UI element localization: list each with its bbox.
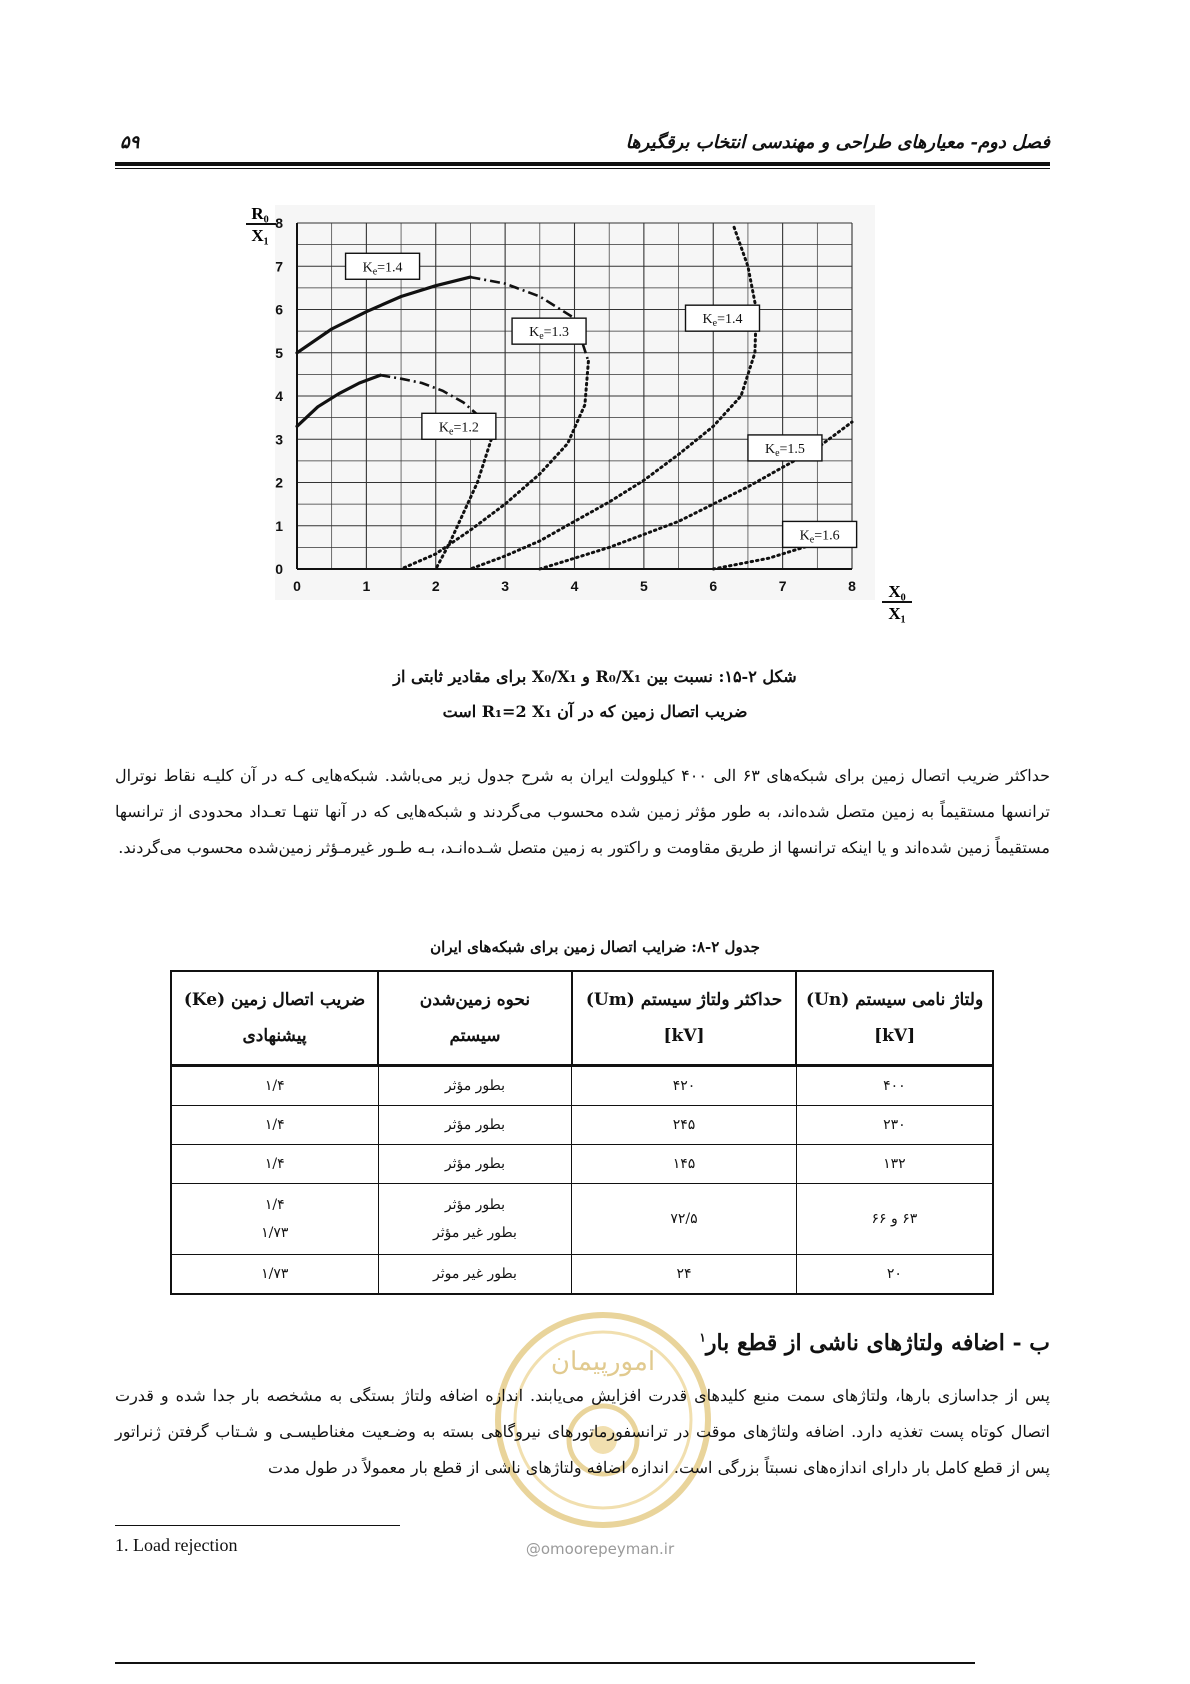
footnote: 1. Load rejection	[115, 1535, 238, 1555]
x-tick-label: 4	[570, 578, 579, 594]
x-axis-label-den: X₁	[888, 604, 906, 623]
table-row	[171, 1066, 993, 1106]
page-number: ۵۹	[120, 132, 140, 153]
section-heading: ب - اضافه ولتاژهای ناشی از قطع بار$^۱$	[699, 1330, 1050, 1356]
figure-caption-line1: شکل ۲-۱۵: نسبت بین R₀/X₁ و X₀/X₁ برای مقادیر ثابتی از	[393, 667, 797, 686]
running-title: فصل دوم- معیارهای طراحی و مهندسی انتخاب برقگیرها	[625, 132, 1050, 153]
page-header	[115, 128, 1050, 162]
cell-nominal-voltage: ۶۳ و ۶۶	[796, 1184, 993, 1255]
x-axis-label-num: X₀	[888, 582, 906, 601]
annotation-box	[512, 318, 586, 344]
cell-grounding-method: بطور مؤثر بطور غیر مؤثر	[378, 1184, 572, 1255]
cell-nominal-voltage: ۱۳۲	[796, 1145, 993, 1184]
cell-grounding-factor: ۱/۷۳	[171, 1255, 378, 1295]
annotation-label: $K_e=1.4$	[702, 312, 743, 330]
x-axis-label	[882, 582, 912, 623]
header-max-voltage: حداکثر ولتاژ سیستم (Um) [kV]	[572, 971, 796, 1066]
watermark-logo-text: امورپیمان	[550, 1347, 656, 1377]
cell-grounding-factor: ۱/۴	[171, 1145, 378, 1184]
annotation-label: $K_e=1.4$	[362, 260, 403, 278]
cell-nominal-voltage: ۴۰۰	[796, 1066, 993, 1106]
cell-grounding-method: بطور مؤثر	[378, 1066, 572, 1106]
grounding-factor-table	[170, 970, 994, 1295]
figure-chart	[240, 205, 960, 675]
header-nominal-voltage: ولتاژ نامی سیستم (Un) [kV]	[796, 971, 993, 1066]
x-tick-label: 6	[709, 578, 718, 594]
cell-nominal-voltage: ۲۳۰	[796, 1106, 993, 1145]
table-row	[171, 1255, 993, 1295]
cell-grounding-factor: ۱/۴	[171, 1106, 378, 1145]
annotation-box	[346, 253, 420, 279]
bottom-rule	[115, 1662, 975, 1664]
x-tick-label: 2	[431, 578, 440, 594]
annotation-label: $K_e=1.2$	[438, 420, 479, 438]
paragraph-2: پس از جداسازی بارها، ولتاژهای سمت منبع کلیدهای قدرت افزایش می‌یابند. اندازه اضافه ولتاژ بستگی به مشخصه بار جدا شده و قدرت اتصال کوتاه پست تغذیه دارد. اضافه ولتاژهای موقت در ترانسفورماتورهای نیروگاهی بسته به وضـعیت مغناطیسـی و شـتاب گرفتن ژنراتور پس از قطع کامل بار دارای اندازه‌های نسبتاً بزرگی است. اندازه اضافه ولتاژهای ناشی از قطع بار معمولاً در طول مدت	[115, 1386, 1051, 1477]
cell-max-voltage: ۷۲/۵	[572, 1184, 796, 1255]
cell-grounding-method: بطور غیر موثر	[378, 1255, 572, 1295]
y-tick-label: 4	[275, 388, 283, 404]
y-tick-label: 5	[275, 344, 283, 361]
annotation-label: $K_e=1.3$	[529, 325, 570, 343]
cell-grounding-method: بطور مؤثر	[378, 1145, 572, 1184]
watermark-url: @omoorepeyman.ir	[525, 1540, 675, 1558]
y-tick-label: 0	[275, 561, 283, 577]
cell-grounding-method: بطور مؤثر	[378, 1106, 572, 1145]
x-tick-label: 3	[501, 578, 510, 594]
x-tick-label: 5	[639, 578, 648, 594]
figure-caption-line2: ضریب اتصال زمین که در آن R₁=2 X₁ است	[442, 702, 748, 721]
table-title: جدول ۲-۸: ضرایب اتصال زمین برای شبکه‌های ایران	[430, 938, 760, 956]
y-tick-label: 7	[275, 258, 283, 275]
y-axis-label-num: R₀	[251, 205, 269, 223]
x-tick-label: 8	[848, 578, 856, 594]
y-tick-label: 1	[275, 517, 283, 534]
footnote-marker: ۱	[699, 1330, 706, 1345]
cell-nominal-voltage: ۲۰	[796, 1255, 993, 1295]
x-tick-label: 7	[778, 578, 787, 594]
y-tick-label: 8	[275, 215, 283, 231]
y-axis-label-den: X₁	[251, 226, 269, 245]
table-row	[171, 1106, 993, 1145]
header-rule-thin	[115, 168, 1050, 169]
annotation-box	[783, 521, 857, 547]
table-row	[171, 1145, 993, 1184]
cell-max-voltage: ۲۴۵	[572, 1106, 796, 1145]
cell-grounding-factor: ۱/۴	[171, 1066, 378, 1106]
paragraph-1: حداکثر ضریب اتصال زمین برای شبکه‌های ۶۳ الی ۴۰۰ کیلوولت ایران به شرح جدول زیر می‌باشد. شبکه‌هایی کـه در آن کلیـه نقاط نوترال ترانسها مستقیماً به زمین متصل شده‌اند، به طور مؤثر زمین شده محسوب می‌گردند و شبکه‌هایی که در آنها تنهـا تعـداد محدودی از ترانسها مستقیماً زمین شده‌اند و یا اینکه ترانسها از طریق مقاومت و راکتور به زمین متصل شـده‌انـد، بـه طـور غیرمـؤثر زمین‌شده محسوب می‌گردند.	[115, 766, 1051, 857]
annotation-box	[748, 435, 822, 461]
footnote-rule	[115, 1525, 400, 1526]
chart-svg	[240, 205, 960, 675]
header-grounding-method: نحوه زمین‌شدن سیستم	[378, 971, 572, 1066]
table-header-row	[171, 971, 993, 1066]
annotation-box	[686, 305, 760, 331]
y-tick-label: 3	[275, 431, 283, 448]
cell-max-voltage: ۲۴	[572, 1255, 796, 1295]
y-tick-label: 6	[275, 301, 283, 318]
x-tick-label: 0	[293, 578, 301, 594]
y-tick-label: 2	[275, 474, 283, 491]
header-rule-thick	[115, 162, 1050, 166]
cell-max-voltage: ۴۲۰	[572, 1066, 796, 1106]
annotation-label: $K_e=1.6$	[799, 528, 840, 546]
cell-grounding-factor: ۱/۴ ۱/۷۳	[171, 1184, 378, 1255]
y-axis-label	[246, 205, 276, 245]
x-tick-label: 1	[362, 578, 371, 594]
annotation-label: $K_e=1.5$	[764, 441, 805, 459]
cell-max-voltage: ۱۴۵	[572, 1145, 796, 1184]
header-grounding-factor: ضریب اتصال زمین (Ke) پیشنهادی	[171, 971, 378, 1066]
table-row	[171, 1184, 993, 1255]
annotation-box	[422, 413, 496, 439]
